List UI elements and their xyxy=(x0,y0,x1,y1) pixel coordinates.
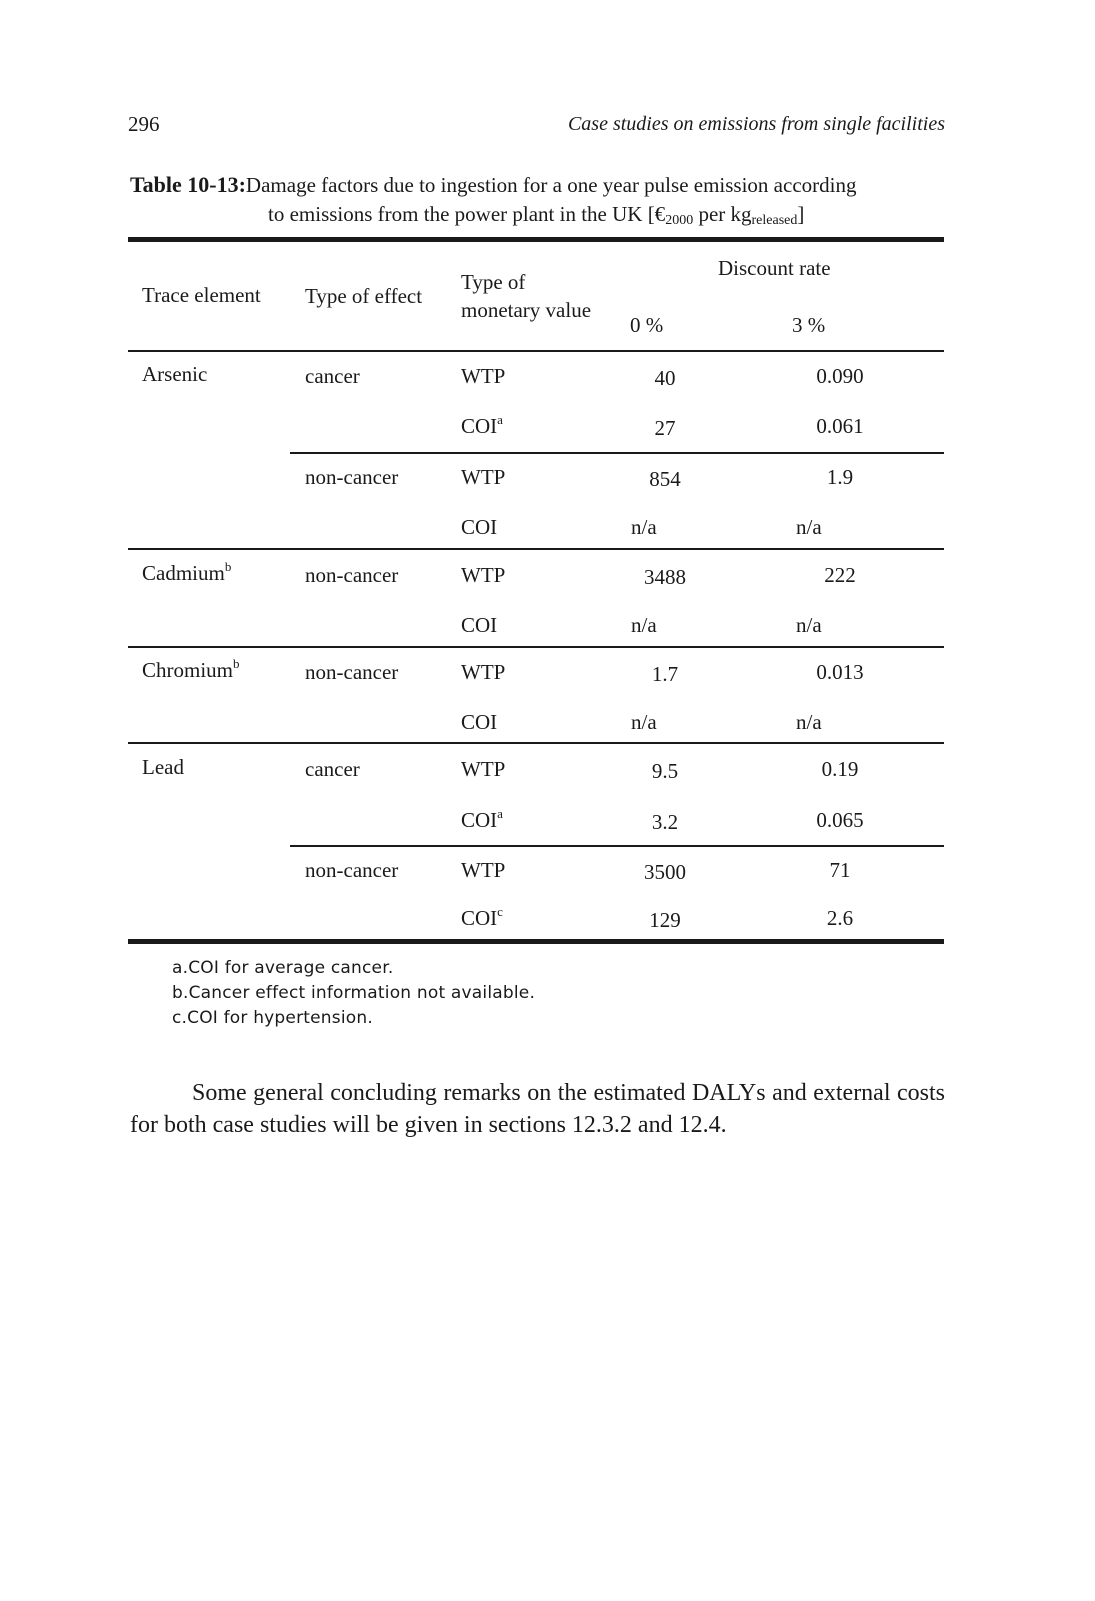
value-3-percent-cell-text: n/a xyxy=(796,515,822,539)
value-0-percent-cell-text: 129 xyxy=(649,908,681,932)
monetary-type-cell-text: COI xyxy=(461,515,498,539)
effect-type-cell xyxy=(305,757,360,782)
effect-type-cell-text: non-cancer xyxy=(305,858,399,882)
value-0-percent-cell-text: 3500 xyxy=(644,860,686,884)
effect-type-cell-text: cancer xyxy=(305,757,360,781)
value-0-percent-cell xyxy=(620,860,710,885)
monetary-type-cell xyxy=(461,364,505,389)
value-3-percent-cell-text: 2.6 xyxy=(826,906,854,930)
trace-element-cell xyxy=(142,561,231,586)
value-3-percent-cell-text: n/a xyxy=(796,710,822,734)
monetary-type-cell-text: WTP xyxy=(461,364,506,388)
monetary-type-cell xyxy=(461,515,497,540)
value-3-percent-cell xyxy=(795,808,885,833)
caption-subscript-released: released xyxy=(751,213,798,228)
caption-label: Table 10-13: xyxy=(130,172,246,197)
row-divider xyxy=(128,742,944,744)
header-bottom-rule xyxy=(128,350,944,352)
value-0-percent-cell xyxy=(620,565,710,590)
monetary-type-cell-text: COI xyxy=(461,613,498,637)
trace-element-cell-text: Cadmium xyxy=(142,561,225,585)
caption-line1: Damage factors due to ingestion for a one year pulse emission according xyxy=(245,173,857,197)
value-3-percent-cell xyxy=(795,757,885,782)
trace-element-cell-text: Lead xyxy=(142,755,184,779)
monetary-type-cell-text: COI xyxy=(461,414,498,438)
page-number: 296 xyxy=(128,112,160,136)
value-0-percent-cell xyxy=(631,710,657,735)
value-0-percent-cell xyxy=(620,467,710,492)
value-0-percent-cell xyxy=(620,416,710,441)
value-0-percent-cell-text: 1.7 xyxy=(651,662,679,686)
monetary-type-cell-text: WTP xyxy=(461,563,506,587)
monetary-type-cell-text: WTP xyxy=(461,858,506,882)
value-3-percent-cell-text: 222 xyxy=(824,563,856,587)
header-type-of: Type of xyxy=(461,270,526,294)
footnote-marker: a xyxy=(497,412,503,427)
effect-type-cell xyxy=(305,660,398,685)
value-0-percent-cell-text: 3.2 xyxy=(651,810,679,834)
monetary-type-cell xyxy=(461,613,497,638)
monetary-type-cell-text: COI xyxy=(461,808,498,832)
header-discount-rate: Discount rate xyxy=(718,256,831,280)
effect-type-cell-text: non-cancer xyxy=(305,660,399,684)
table-footnotes xyxy=(172,956,535,1031)
value-0-percent-cell xyxy=(620,908,710,933)
monetary-type-cell xyxy=(461,858,505,883)
header-monetary-value: monetary value xyxy=(461,298,592,322)
caption-text-mid: per kg xyxy=(693,202,752,226)
effect-type-cell xyxy=(305,858,398,883)
footnote-b: b.Cancer effect information not available. xyxy=(172,983,536,1003)
monetary-type-cell-text: WTP xyxy=(461,757,506,781)
monetary-type-cell xyxy=(461,465,505,490)
caption-line2 xyxy=(130,200,945,229)
value-3-percent-cell-text: 0.19 xyxy=(821,757,859,781)
trace-element-cell xyxy=(142,362,207,387)
footnote-marker: c xyxy=(497,904,503,919)
footnote-c: c.COI for hypertension. xyxy=(172,1008,373,1028)
value-0-percent-cell-text: n/a xyxy=(631,613,657,637)
header-type-of-effect: Type of effect xyxy=(305,284,423,308)
value-0-percent-cell-text: 27 xyxy=(654,416,676,440)
body-paragraph: Some general concluding remarks on the estimated DALYs and external costs for both case studies will be given in sections 12.3.2 and 12.4. xyxy=(130,1080,945,1138)
effect-type-cell-text: non-cancer xyxy=(305,465,399,489)
value-0-percent-cell-text: n/a xyxy=(631,710,657,734)
value-3-percent-cell xyxy=(795,858,885,883)
monetary-type-cell-text: WTP xyxy=(461,660,506,684)
effect-type-cell xyxy=(305,364,360,389)
value-0-percent-cell-text: 9.5 xyxy=(651,759,679,783)
value-3-percent-cell xyxy=(795,563,885,588)
value-0-percent-cell-text: 854 xyxy=(649,467,681,491)
effect-type-cell xyxy=(305,465,398,490)
table-bottom-rule xyxy=(128,939,944,944)
header-trace-element: Trace element xyxy=(142,283,261,307)
footnote-marker: a xyxy=(497,806,503,821)
running-head: Case studies on emissions from single facilities xyxy=(567,113,945,135)
caption-text: to emissions from the power plant in the UK [€ xyxy=(268,202,666,226)
row-divider-partial xyxy=(290,452,944,454)
value-0-percent-cell xyxy=(620,810,710,835)
value-3-percent-cell-text: n/a xyxy=(796,613,822,637)
value-3-percent-cell xyxy=(795,465,885,490)
table-top-rule xyxy=(128,237,944,242)
value-0-percent-cell xyxy=(631,515,657,540)
monetary-type-cell xyxy=(461,757,505,782)
row-divider xyxy=(128,548,944,550)
value-3-percent-cell-text: 0.065 xyxy=(816,808,864,832)
trace-element-cell-text: Arsenic xyxy=(142,362,208,386)
footnote-marker: b xyxy=(233,656,240,671)
value-0-percent-cell xyxy=(631,613,657,638)
header-rate-0: 0 % xyxy=(630,313,664,337)
monetary-type-cell-text: COI xyxy=(461,710,498,734)
monetary-type-cell-text: WTP xyxy=(461,465,506,489)
value-0-percent-cell-text: 3488 xyxy=(644,565,686,589)
monetary-type-cell xyxy=(461,808,503,833)
table-caption xyxy=(130,170,945,229)
footnote-a: a.COI for average cancer. xyxy=(172,958,394,978)
value-3-percent-cell xyxy=(796,515,822,540)
value-3-percent-cell-text: 0.061 xyxy=(816,414,864,438)
value-0-percent-cell-text: 40 xyxy=(654,366,676,390)
value-3-percent-cell-text: 1.9 xyxy=(826,465,854,489)
value-0-percent-cell xyxy=(620,759,710,784)
value-3-percent-cell-text: 71 xyxy=(829,858,851,882)
trace-element-cell-text: Chromium xyxy=(142,658,234,682)
value-3-percent-cell xyxy=(795,906,885,931)
monetary-type-cell xyxy=(461,660,505,685)
row-divider xyxy=(128,646,944,648)
value-0-percent-cell xyxy=(620,366,710,391)
effect-type-cell xyxy=(305,563,398,588)
value-3-percent-cell xyxy=(795,364,885,389)
monetary-type-cell xyxy=(461,906,503,931)
effect-type-cell-text: cancer xyxy=(305,364,360,388)
monetary-type-cell-text: COI xyxy=(461,906,498,930)
trace-element-cell xyxy=(142,658,240,683)
value-3-percent-cell xyxy=(796,613,822,638)
value-0-percent-cell xyxy=(620,662,710,687)
trace-element-cell xyxy=(142,755,184,780)
monetary-type-cell xyxy=(461,563,505,588)
caption-text-end: ] xyxy=(797,202,805,226)
value-3-percent-cell-text: 0.090 xyxy=(816,364,864,388)
value-0-percent-cell-text: n/a xyxy=(631,515,657,539)
header-rate-3: 3 % xyxy=(792,313,826,337)
effect-type-cell-text: non-cancer xyxy=(305,563,399,587)
monetary-type-cell xyxy=(461,710,497,735)
value-3-percent-cell-text: 0.013 xyxy=(816,660,864,684)
value-3-percent-cell xyxy=(796,710,822,735)
row-divider-partial xyxy=(290,845,944,847)
value-3-percent-cell xyxy=(795,414,885,439)
monetary-type-cell xyxy=(461,414,503,439)
footnote-marker: b xyxy=(224,559,232,574)
caption-subscript-year: 2000 xyxy=(665,213,694,228)
value-3-percent-cell xyxy=(795,660,885,685)
